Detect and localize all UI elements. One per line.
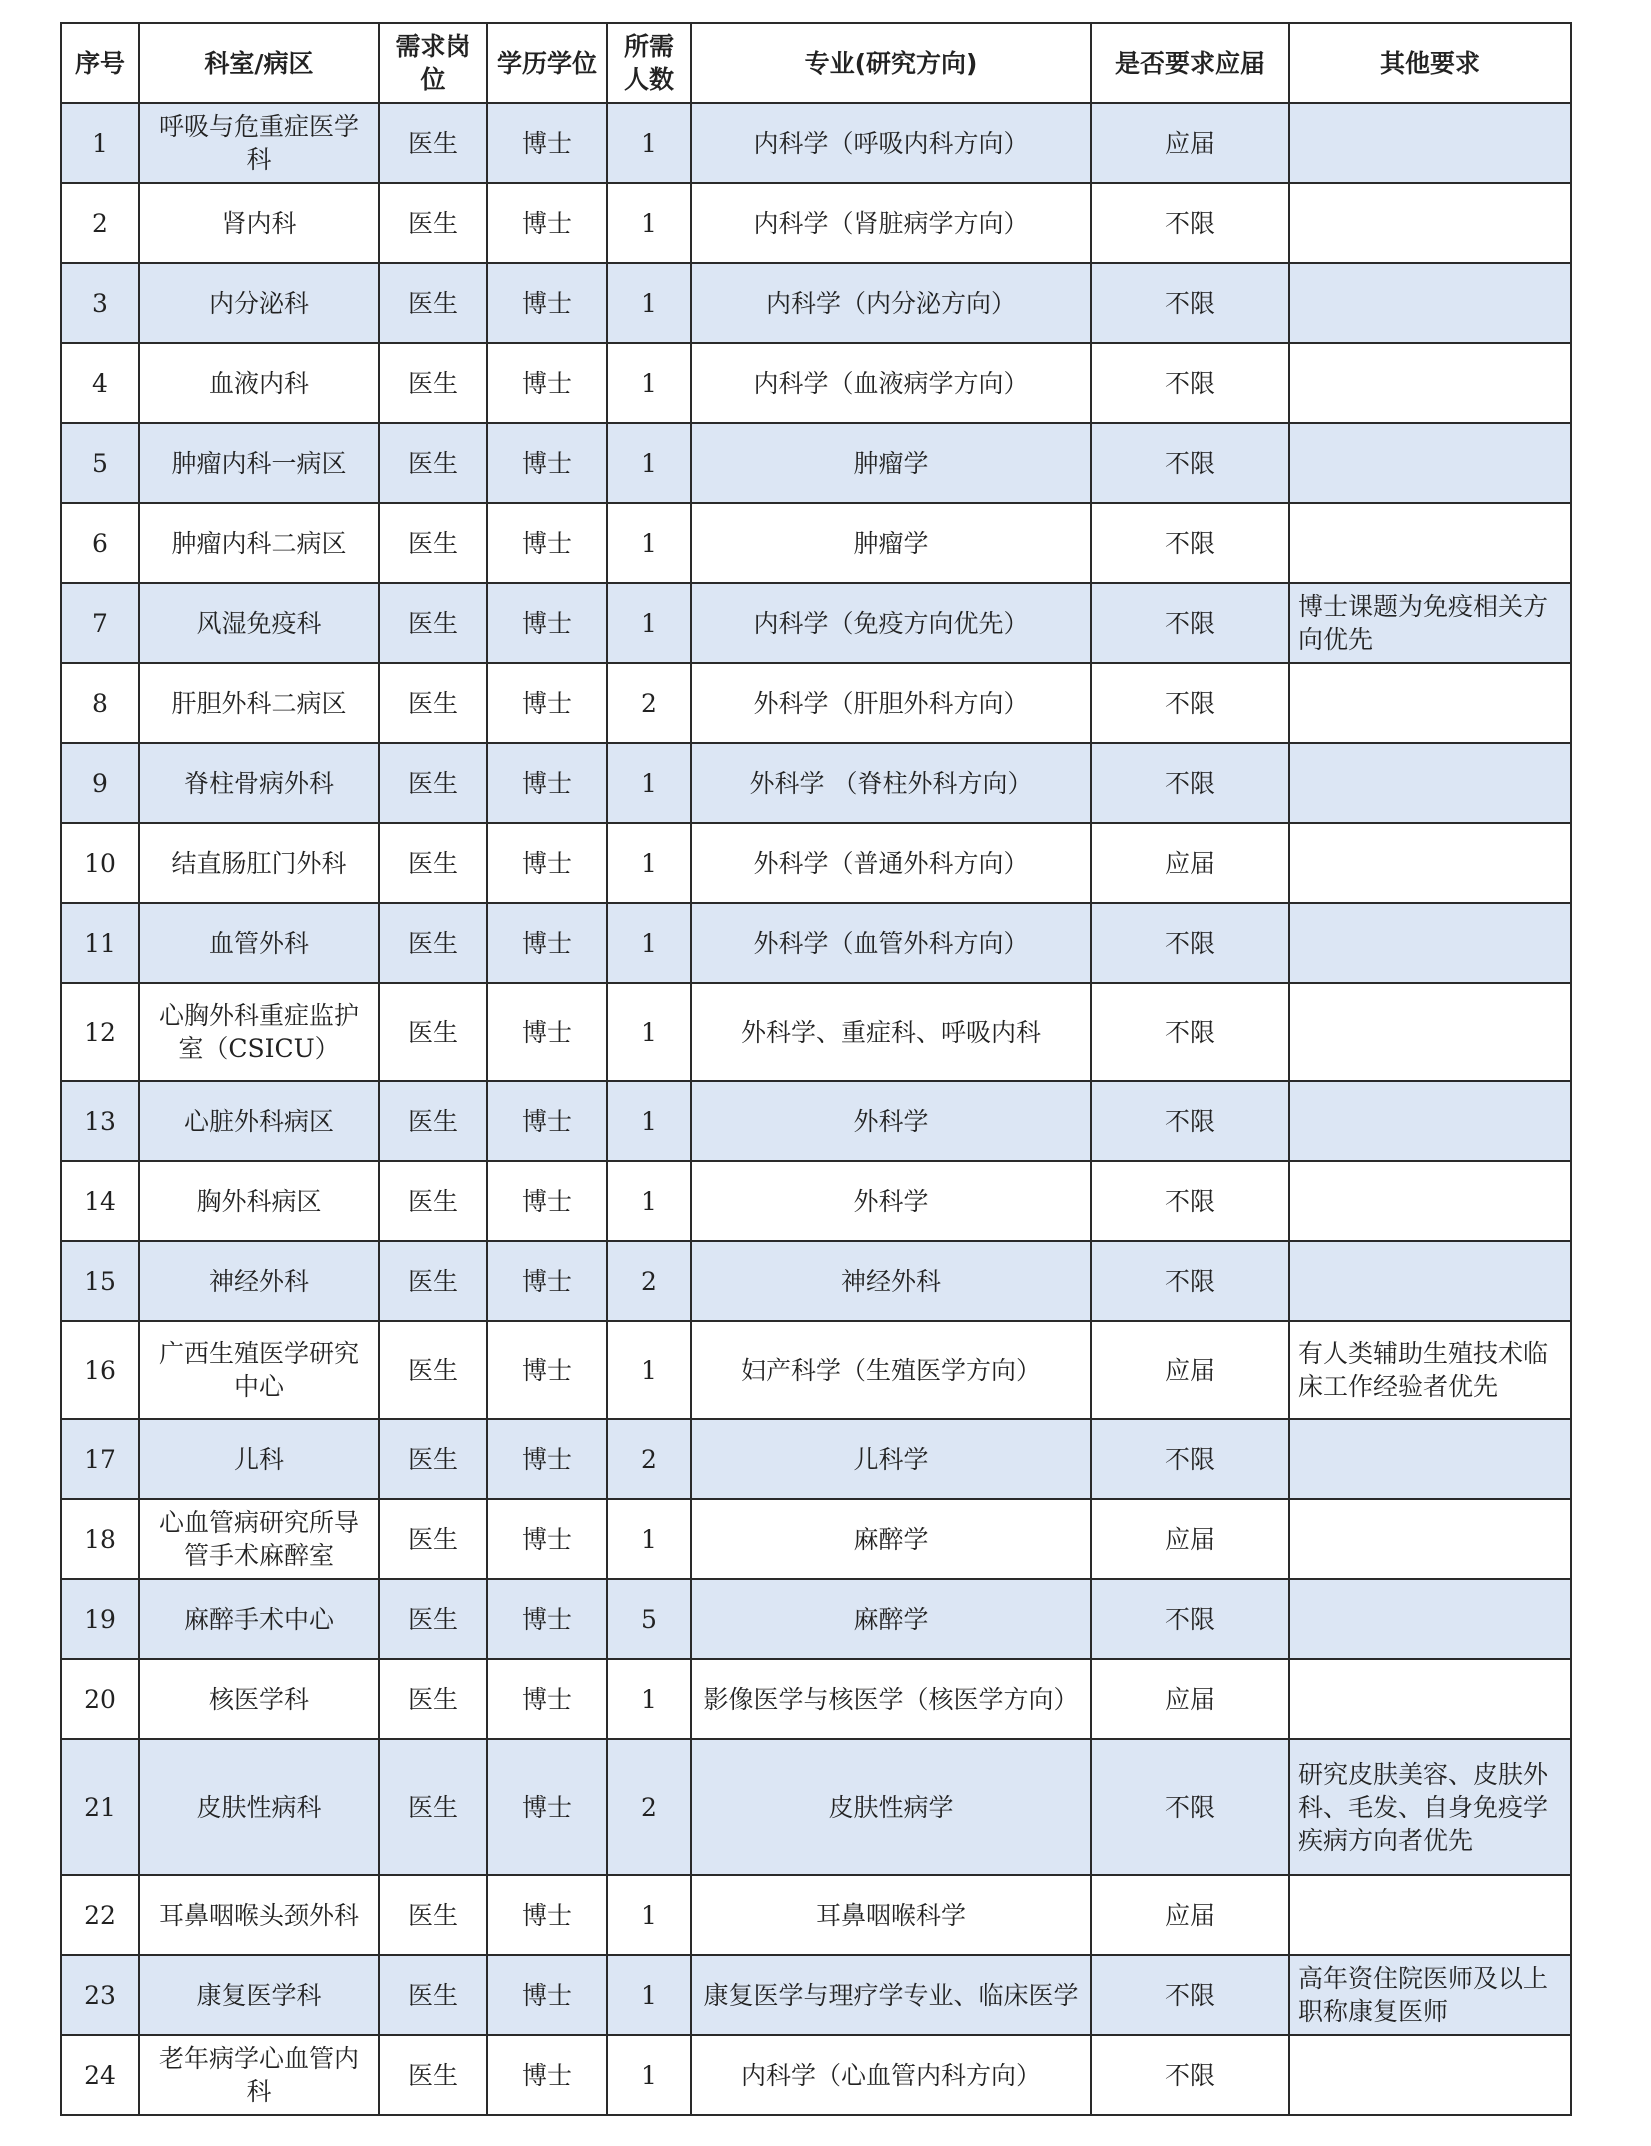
table-row — [61, 263, 1571, 343]
table-row — [61, 1955, 1571, 2035]
table-header-row — [61, 23, 1571, 103]
cell-major: 内科学（免疫方向优先） — [691, 583, 1091, 663]
cell-post: 医生 — [379, 1875, 487, 1955]
cell-count: 5 — [607, 1579, 691, 1659]
cell-count: 1 — [607, 983, 691, 1081]
cell-dept: 结直肠肛门外科 — [139, 823, 379, 903]
cell-other — [1289, 983, 1571, 1081]
cell-other — [1289, 903, 1571, 983]
cell-degree: 博士 — [487, 423, 607, 503]
cell-dept: 风湿免疫科 — [139, 583, 379, 663]
cell-degree: 博士 — [487, 1579, 607, 1659]
cell-fresh: 不限 — [1091, 583, 1289, 663]
cell-major: 内科学（内分泌方向） — [691, 263, 1091, 343]
cell-count: 1 — [607, 423, 691, 503]
cell-fresh: 不限 — [1091, 1739, 1289, 1875]
cell-no: 9 — [61, 743, 139, 823]
cell-fresh: 不限 — [1091, 503, 1289, 583]
cell-no: 10 — [61, 823, 139, 903]
cell-dept: 麻醉手术中心 — [139, 1579, 379, 1659]
cell-dept: 核医学科 — [139, 1659, 379, 1739]
cell-fresh: 不限 — [1091, 1579, 1289, 1659]
cell-fresh: 不限 — [1091, 2035, 1289, 2115]
cell-dept: 肿瘤内科一病区 — [139, 423, 379, 503]
cell-dept: 内分泌科 — [139, 263, 379, 343]
table-row — [61, 1499, 1571, 1579]
cell-count: 1 — [607, 743, 691, 823]
cell-no: 14 — [61, 1161, 139, 1241]
table-row — [61, 2035, 1571, 2115]
cell-major: 外科学（普通外科方向） — [691, 823, 1091, 903]
cell-degree: 博士 — [487, 1875, 607, 1955]
cell-fresh: 应届 — [1091, 1321, 1289, 1419]
cell-other — [1289, 263, 1571, 343]
cell-no: 17 — [61, 1419, 139, 1499]
table-row — [61, 903, 1571, 983]
cell-other — [1289, 1659, 1571, 1739]
cell-other — [1289, 503, 1571, 583]
cell-other — [1289, 823, 1571, 903]
table-row — [61, 343, 1571, 423]
cell-other — [1289, 183, 1571, 263]
cell-no: 12 — [61, 983, 139, 1081]
cell-count: 1 — [607, 1161, 691, 1241]
cell-degree: 博士 — [487, 583, 607, 663]
cell-major: 妇产科学（生殖医学方向） — [691, 1321, 1091, 1419]
cell-no: 1 — [61, 103, 139, 183]
header-major: 专业(研究方向) — [691, 23, 1091, 103]
cell-count: 1 — [607, 903, 691, 983]
cell-count: 1 — [607, 183, 691, 263]
cell-post: 医生 — [379, 183, 487, 263]
table-row — [61, 1659, 1571, 1739]
cell-no: 3 — [61, 263, 139, 343]
cell-major: 内科学（心血管内科方向） — [691, 2035, 1091, 2115]
cell-other — [1289, 1499, 1571, 1579]
cell-other — [1289, 2035, 1571, 2115]
cell-fresh: 应届 — [1091, 1499, 1289, 1579]
cell-dept: 广西生殖医学研究中心 — [139, 1321, 379, 1419]
cell-dept: 肝胆外科二病区 — [139, 663, 379, 743]
cell-post: 医生 — [379, 903, 487, 983]
table-row — [61, 423, 1571, 503]
cell-other — [1289, 1579, 1571, 1659]
cell-degree: 博士 — [487, 2035, 607, 2115]
cell-major: 外科学 — [691, 1081, 1091, 1161]
cell-major: 外科学（肝胆外科方向） — [691, 663, 1091, 743]
cell-count: 1 — [607, 1875, 691, 1955]
cell-no: 22 — [61, 1875, 139, 1955]
cell-major: 皮肤性病学 — [691, 1739, 1091, 1875]
table-row — [61, 503, 1571, 583]
cell-major: 外科学 （脊柱外科方向） — [691, 743, 1091, 823]
cell-other — [1289, 1875, 1571, 1955]
cell-other — [1289, 103, 1571, 183]
cell-degree: 博士 — [487, 1955, 607, 2035]
cell-other — [1289, 1081, 1571, 1161]
cell-post: 医生 — [379, 103, 487, 183]
cell-no: 24 — [61, 2035, 139, 2115]
cell-no: 2 — [61, 183, 139, 263]
cell-degree: 博士 — [487, 743, 607, 823]
cell-degree: 博士 — [487, 183, 607, 263]
table-row — [61, 823, 1571, 903]
cell-count: 1 — [607, 343, 691, 423]
cell-post: 医生 — [379, 1321, 487, 1419]
cell-degree: 博士 — [487, 1499, 607, 1579]
cell-other — [1289, 423, 1571, 503]
header-dept: 科室/病区 — [139, 23, 379, 103]
cell-count: 1 — [607, 1499, 691, 1579]
cell-other — [1289, 1241, 1571, 1321]
cell-major: 儿科学 — [691, 1419, 1091, 1499]
cell-dept: 心脏外科病区 — [139, 1081, 379, 1161]
cell-fresh: 应届 — [1091, 823, 1289, 903]
cell-count: 2 — [607, 1241, 691, 1321]
cell-post: 医生 — [379, 1161, 487, 1241]
cell-major: 麻醉学 — [691, 1499, 1091, 1579]
cell-count: 1 — [607, 823, 691, 903]
cell-major: 麻醉学 — [691, 1579, 1091, 1659]
cell-fresh: 不限 — [1091, 743, 1289, 823]
cell-degree: 博士 — [487, 823, 607, 903]
cell-degree: 博士 — [487, 1241, 607, 1321]
cell-post: 医生 — [379, 1955, 487, 2035]
cell-count: 1 — [607, 503, 691, 583]
cell-no: 16 — [61, 1321, 139, 1419]
cell-major: 影像医学与核医学（核医学方向） — [691, 1659, 1091, 1739]
cell-dept: 肿瘤内科二病区 — [139, 503, 379, 583]
cell-post: 医生 — [379, 263, 487, 343]
cell-fresh: 应届 — [1091, 103, 1289, 183]
cell-major: 康复医学与理疗学专业、临床医学 — [691, 1955, 1091, 2035]
cell-no: 4 — [61, 343, 139, 423]
table-row — [61, 1579, 1571, 1659]
cell-post: 医生 — [379, 1739, 487, 1875]
cell-post: 医生 — [379, 423, 487, 503]
cell-count: 1 — [607, 103, 691, 183]
cell-dept: 皮肤性病科 — [139, 1739, 379, 1875]
cell-degree: 博士 — [487, 1659, 607, 1739]
cell-no: 15 — [61, 1241, 139, 1321]
cell-count: 1 — [607, 1659, 691, 1739]
cell-degree: 博士 — [487, 103, 607, 183]
cell-major: 外科学（血管外科方向） — [691, 903, 1091, 983]
cell-post: 医生 — [379, 1659, 487, 1739]
cell-count: 1 — [607, 1955, 691, 2035]
cell-dept: 儿科 — [139, 1419, 379, 1499]
cell-major: 肿瘤学 — [691, 423, 1091, 503]
table-row — [61, 663, 1571, 743]
cell-other — [1289, 343, 1571, 423]
cell-count: 1 — [607, 1321, 691, 1419]
cell-major: 内科学（血液病学方向） — [691, 343, 1091, 423]
cell-dept: 呼吸与危重症医学科 — [139, 103, 379, 183]
recruitment-table — [60, 22, 1572, 2116]
cell-fresh: 不限 — [1091, 1081, 1289, 1161]
cell-degree: 博士 — [487, 1161, 607, 1241]
cell-post: 医生 — [379, 1241, 487, 1321]
cell-dept: 脊柱骨病外科 — [139, 743, 379, 823]
cell-major: 耳鼻咽喉科学 — [691, 1875, 1091, 1955]
cell-fresh: 不限 — [1091, 183, 1289, 263]
cell-dept: 康复医学科 — [139, 1955, 379, 2035]
table-row — [61, 1081, 1571, 1161]
cell-fresh: 不限 — [1091, 983, 1289, 1081]
cell-fresh: 不限 — [1091, 1161, 1289, 1241]
cell-degree: 博士 — [487, 663, 607, 743]
cell-count: 2 — [607, 1739, 691, 1875]
cell-degree: 博士 — [487, 503, 607, 583]
cell-fresh: 不限 — [1091, 1241, 1289, 1321]
table-row — [61, 743, 1571, 823]
cell-degree: 博士 — [487, 263, 607, 343]
cell-dept: 血液内科 — [139, 343, 379, 423]
recruitment-table-page — [60, 22, 1570, 2116]
cell-no: 11 — [61, 903, 139, 983]
cell-other — [1289, 1161, 1571, 1241]
cell-major: 外科学、重症科、呼吸内科 — [691, 983, 1091, 1081]
cell-degree: 博士 — [487, 1081, 607, 1161]
cell-degree: 博士 — [487, 983, 607, 1081]
header-other: 其他要求 — [1289, 23, 1571, 103]
cell-other: 高年资住院医师及以上职称康复医师 — [1289, 1955, 1571, 2035]
cell-post: 医生 — [379, 823, 487, 903]
cell-no: 20 — [61, 1659, 139, 1739]
cell-fresh: 不限 — [1091, 1419, 1289, 1499]
cell-other: 有人类辅助生殖技术临床工作经验者优先 — [1289, 1321, 1571, 1419]
table-row — [61, 983, 1571, 1081]
cell-fresh: 应届 — [1091, 1875, 1289, 1955]
cell-dept: 肾内科 — [139, 183, 379, 263]
cell-fresh: 应届 — [1091, 1659, 1289, 1739]
cell-dept: 心胸外科重症监护室（CSICU） — [139, 983, 379, 1081]
cell-fresh: 不限 — [1091, 343, 1289, 423]
header-count: 所需人数 — [607, 23, 691, 103]
table-row — [61, 1241, 1571, 1321]
cell-other — [1289, 663, 1571, 743]
table-row — [61, 1875, 1571, 1955]
header-fresh: 是否要求应届 — [1091, 23, 1289, 103]
cell-other: 研究皮肤美容、皮肤外科、毛发、自身免疫学疾病方向者优先 — [1289, 1739, 1571, 1875]
table-body — [61, 103, 1571, 2115]
table-row — [61, 1161, 1571, 1241]
cell-count: 1 — [607, 2035, 691, 2115]
cell-post: 医生 — [379, 503, 487, 583]
cell-count: 1 — [607, 583, 691, 663]
cell-no: 6 — [61, 503, 139, 583]
cell-no: 19 — [61, 1579, 139, 1659]
cell-other — [1289, 1419, 1571, 1499]
cell-other — [1289, 743, 1571, 823]
cell-count: 2 — [607, 1419, 691, 1499]
cell-post: 医生 — [379, 1081, 487, 1161]
cell-no: 18 — [61, 1499, 139, 1579]
table-row — [61, 583, 1571, 663]
table-row — [61, 1739, 1571, 1875]
cell-post: 医生 — [379, 583, 487, 663]
table-row — [61, 183, 1571, 263]
cell-major: 神经外科 — [691, 1241, 1091, 1321]
header-post: 需求岗位 — [379, 23, 487, 103]
cell-dept: 血管外科 — [139, 903, 379, 983]
cell-degree: 博士 — [487, 1739, 607, 1875]
cell-fresh: 不限 — [1091, 423, 1289, 503]
cell-fresh: 不限 — [1091, 1955, 1289, 2035]
cell-no: 13 — [61, 1081, 139, 1161]
cell-dept: 神经外科 — [139, 1241, 379, 1321]
cell-degree: 博士 — [487, 1419, 607, 1499]
cell-post: 医生 — [379, 663, 487, 743]
table-row — [61, 1419, 1571, 1499]
cell-other: 博士课题为免疫相关方向优先 — [1289, 583, 1571, 663]
table-row — [61, 103, 1571, 183]
cell-post: 医生 — [379, 1419, 487, 1499]
cell-count: 1 — [607, 263, 691, 343]
cell-no: 23 — [61, 1955, 139, 2035]
cell-major: 内科学（肾脏病学方向） — [691, 183, 1091, 263]
cell-no: 5 — [61, 423, 139, 503]
cell-count: 1 — [607, 1081, 691, 1161]
table-row — [61, 1321, 1571, 1419]
cell-fresh: 不限 — [1091, 263, 1289, 343]
cell-no: 7 — [61, 583, 139, 663]
cell-post: 医生 — [379, 743, 487, 823]
cell-no: 21 — [61, 1739, 139, 1875]
cell-degree: 博士 — [487, 343, 607, 423]
cell-post: 医生 — [379, 1579, 487, 1659]
header-no: 序号 — [61, 23, 139, 103]
cell-fresh: 不限 — [1091, 903, 1289, 983]
cell-post: 医生 — [379, 983, 487, 1081]
cell-dept: 老年病学心血管内科 — [139, 2035, 379, 2115]
cell-post: 医生 — [379, 2035, 487, 2115]
cell-dept: 心血管病研究所导管手术麻醉室 — [139, 1499, 379, 1579]
header-degree: 学历学位 — [487, 23, 607, 103]
cell-post: 医生 — [379, 1499, 487, 1579]
cell-post: 医生 — [379, 343, 487, 423]
cell-count: 2 — [607, 663, 691, 743]
cell-major: 外科学 — [691, 1161, 1091, 1241]
cell-fresh: 不限 — [1091, 663, 1289, 743]
cell-major: 肿瘤学 — [691, 503, 1091, 583]
cell-no: 8 — [61, 663, 139, 743]
cell-degree: 博士 — [487, 1321, 607, 1419]
cell-major: 内科学（呼吸内科方向） — [691, 103, 1091, 183]
cell-dept: 耳鼻咽喉头颈外科 — [139, 1875, 379, 1955]
cell-degree: 博士 — [487, 903, 607, 983]
cell-dept: 胸外科病区 — [139, 1161, 379, 1241]
